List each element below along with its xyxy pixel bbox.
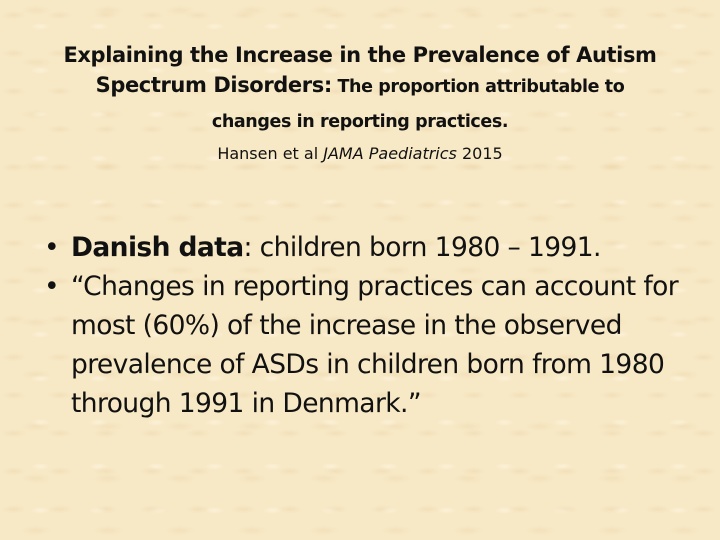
bullet-quote-text: “Changes in reporting practices can account for most (60%) of the increase in the observed prevalence of ASDs in children born from 1980 through 1991 in Denmark.”	[71, 271, 679, 419]
bullet-text: : children born 1980 – 1991.	[243, 232, 601, 263]
slide-title-line-1: Explaining the Increase in the Prevalence of Autism	[63, 43, 657, 67]
citation-authors: Hansen et al	[217, 144, 324, 163]
slide-title-line-3: changes in reporting practices.	[211, 112, 509, 132]
bullet-heading: Danish data	[71, 232, 244, 263]
bullet-list	[44, 228, 708, 423]
slide-title-block	[0, 40, 720, 167]
slide-title-subtitle: The proportion attributable to	[331, 77, 625, 97]
citation-journal: JAMA Paediatrics	[323, 144, 457, 163]
bullet-item-danish-data	[44, 228, 708, 267]
slide-title-line-2	[0, 70, 720, 102]
bullet-marker: •	[44, 271, 60, 302]
citation	[0, 141, 720, 167]
slide-title-emphasis: Spectrum Disorders:	[95, 73, 332, 97]
bullet-marker: •	[44, 232, 60, 263]
bullet-item-quote	[44, 267, 708, 423]
citation-year: 2015	[456, 144, 503, 163]
